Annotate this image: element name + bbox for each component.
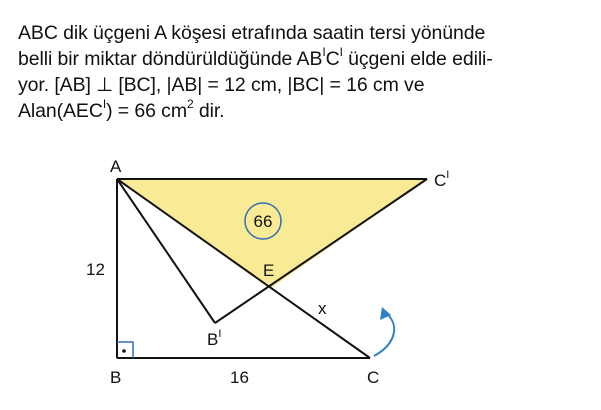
- problem-line-2-start: belli bir miktar döndürüldüğünde AB: [18, 48, 323, 70]
- right-angle-marker-icon: [117, 342, 133, 358]
- segment-label-x: x: [318, 299, 327, 318]
- prime-mark: I: [446, 169, 450, 181]
- prime-mark: I: [339, 44, 343, 59]
- problem-line-4-start: Alan(AEC: [18, 100, 103, 122]
- point-label-c-prime: [434, 169, 449, 190]
- problem-line-4-end: dir.: [193, 100, 225, 122]
- point-label-b-prime: [207, 328, 221, 349]
- curved-arrow-counterclockwise-icon: [374, 307, 394, 356]
- prime-mark: I: [322, 44, 326, 59]
- side-label-bc-16: 16: [230, 368, 249, 387]
- squared-exponent: 2: [186, 96, 194, 111]
- problem-line-2-mid: C: [325, 48, 340, 70]
- point-label-a: A: [110, 157, 122, 176]
- problem-line-1: ABC dik üçgeni A köşesi etrafında saatin tersi yönünde: [18, 22, 486, 44]
- point-label-c-prime-letter: C: [434, 171, 447, 190]
- point-label-b: B: [110, 368, 122, 387]
- point-label-e: E: [263, 261, 275, 280]
- point-label-b-prime-letter: B: [207, 330, 219, 349]
- problem-line-3: yor. [AB] ⊥ [BC], |AB| = 12 cm, |BC| = 16 cm ve: [18, 74, 425, 96]
- side-label-ab-12: 12: [86, 260, 105, 279]
- problem-line-2-end: üçgeni elde edili-: [342, 48, 493, 70]
- prime-mark: I: [102, 96, 107, 111]
- point-label-c: C: [367, 368, 380, 387]
- problem-line-4-mid: ) = 66 cm: [106, 100, 187, 122]
- prime-mark: I: [218, 328, 222, 340]
- area-label-66: 66: [253, 212, 273, 231]
